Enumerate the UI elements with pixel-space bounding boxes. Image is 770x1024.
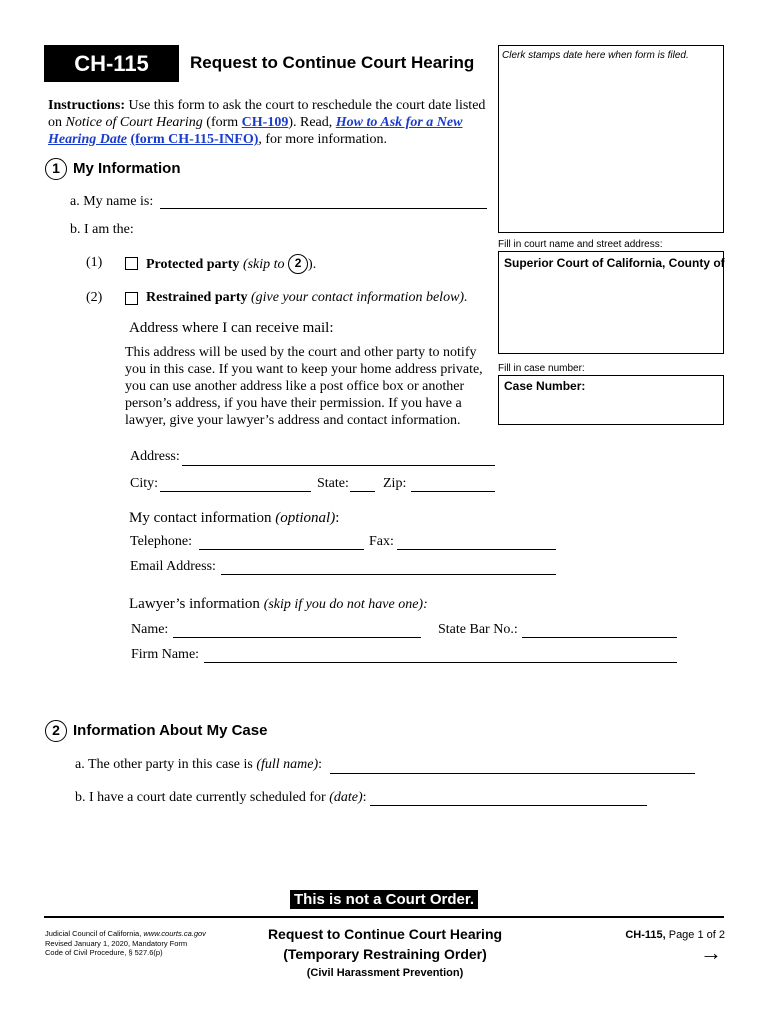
contact-optional: (optional) <box>275 510 336 526</box>
section-1-title: My Information <box>73 160 181 177</box>
court-date-label <box>75 790 367 806</box>
protected-party-note: (skip to <box>239 257 289 272</box>
protected-party-note-end: ). <box>308 257 317 272</box>
instructions-text-3: ). Read, <box>288 115 336 130</box>
bar-number-field[interactable] <box>522 637 677 638</box>
case-number-box[interactable] <box>498 375 724 425</box>
case-number-label: Case Number: <box>504 379 586 393</box>
court-date-colon: : <box>362 790 367 805</box>
telephone-field[interactable] <box>199 549 364 550</box>
lawyer-heading-text: Lawyer’s information <box>129 596 264 612</box>
name-label: a. My name is: <box>70 194 154 209</box>
footer-title-1: Request to Continue Court Hearing <box>267 926 503 942</box>
footer-title-3: (Civil Harassment Prevention) <box>306 967 464 979</box>
city-label: City: <box>130 476 159 491</box>
instructions-text-1: Use this form to ask the court to reschedule the court date listed on <box>48 98 486 130</box>
instructions-text-4: , for more information. <box>258 132 388 147</box>
restrained-party-checkbox[interactable] <box>125 292 138 305</box>
notice-title: Notice of Court Hearing <box>65 115 203 130</box>
council-line <box>45 929 206 939</box>
other-party-label <box>75 757 322 773</box>
other-party-field[interactable] <box>330 773 695 774</box>
name-field[interactable] <box>160 208 487 209</box>
page-form-id: CH-115, <box>625 929 666 941</box>
case-caption: Fill in case number: <box>498 363 585 374</box>
form-id-badge: CH-115 <box>44 45 179 82</box>
guide-link[interactable]: How to Ask for a New Hearing Date <box>48 115 463 147</box>
council-url[interactable]: www.courts.ca.gov <box>143 929 206 938</box>
contact-colon: : <box>335 510 340 526</box>
revised-line: Revised January 1, 2020, Mandatory Form <box>45 938 188 948</box>
lawyer-name-label: Name: <box>131 622 169 637</box>
instructions-text-2: (form <box>202 115 242 130</box>
address-field[interactable] <box>182 465 495 466</box>
page-count: Page 1 of 2 <box>665 929 725 941</box>
state-field[interactable] <box>350 491 375 492</box>
bar-number-label: State Bar No.: <box>438 622 518 637</box>
court-date-text: b. I have a court date currently scheduled for <box>75 790 330 805</box>
restrained-party-note: (give your contact information below). <box>247 290 468 305</box>
court-name-value: Superior Court of California, County of <box>504 256 725 270</box>
court-caption: Fill in court name and street address: <box>498 239 663 250</box>
footer-title-2: (Temporary Restraining Order) <box>283 946 487 962</box>
other-party-colon: : <box>318 757 323 772</box>
contact-heading <box>129 510 339 527</box>
court-name-box[interactable] <box>498 251 724 354</box>
guide-form-link[interactable]: (form CH-115-INFO) <box>130 132 259 147</box>
other-party-note: (full name) <box>256 757 319 772</box>
fax-field[interactable] <box>397 549 556 550</box>
fax-label: Fax: <box>369 534 394 549</box>
protected-party-checkbox[interactable] <box>125 257 138 270</box>
not-court-order-banner: This is not a Court Order. <box>290 890 478 909</box>
clerk-stamp-caption: Clerk stamps date here when form is filed. <box>502 50 689 61</box>
skip-to-2-icon: 2 <box>288 254 308 274</box>
telephone-label: Telephone: <box>130 534 192 549</box>
court-date-note: (date) <box>329 790 363 805</box>
code-line: Code of Civil Procedure, § 527.6(p) <box>45 948 163 957</box>
contact-heading-text: My contact information <box>129 510 276 526</box>
restrained-party-label: Restrained party <box>146 290 248 305</box>
party-type-label: b. I am the: <box>70 222 134 237</box>
other-party-text: a. The other party in this case is <box>75 757 257 772</box>
section-2-number: 2 <box>45 720 67 742</box>
clerk-stamp-box[interactable] <box>498 45 724 233</box>
protected-party-option <box>146 255 316 275</box>
firm-name-label: Firm Name: <box>131 647 200 662</box>
option-1-number: (1) <box>86 255 103 270</box>
lawyer-note: (skip if you do not have one): <box>263 597 428 612</box>
email-field[interactable] <box>221 574 556 575</box>
form-title: Request to Continue Court Hearing <box>190 53 475 72</box>
council-name: Judicial Council of California, <box>45 929 144 938</box>
section-2-title: Information About My Case <box>73 722 268 739</box>
instructions <box>48 97 488 148</box>
section-1-number: 1 <box>45 158 67 180</box>
option-2-number: (2) <box>86 290 103 305</box>
instructions-label: Instructions: <box>48 98 126 113</box>
state-label: State: <box>317 476 349 491</box>
lawyer-heading <box>129 596 428 613</box>
email-label: Email Address: <box>130 559 216 574</box>
court-date-field[interactable] <box>370 805 647 806</box>
zip-field[interactable] <box>411 491 495 492</box>
next-page-arrow-icon[interactable]: → <box>700 940 722 965</box>
firm-name-field[interactable] <box>204 662 677 663</box>
address-heading: Address where I can receive mail: <box>129 320 334 336</box>
ch109-link[interactable]: CH-109 <box>241 115 289 130</box>
footer-rule <box>44 916 724 918</box>
address-note: This address will be used by the court and other party to notify you in this case. If you want to keep your home address private, you can use another address like a post office box or another person’s address, if you have their permission. If you have a lawyer, give your lawyer’s address and contact information. <box>125 345 483 428</box>
footer-citation <box>45 929 206 958</box>
city-field[interactable] <box>160 491 311 492</box>
zip-label: Zip: <box>383 476 407 491</box>
footer-title <box>240 925 530 981</box>
address-label: Address: <box>130 449 180 464</box>
restrained-party-option <box>146 290 468 306</box>
protected-party-label: Protected party <box>146 257 240 272</box>
lawyer-name-field[interactable] <box>173 637 421 638</box>
